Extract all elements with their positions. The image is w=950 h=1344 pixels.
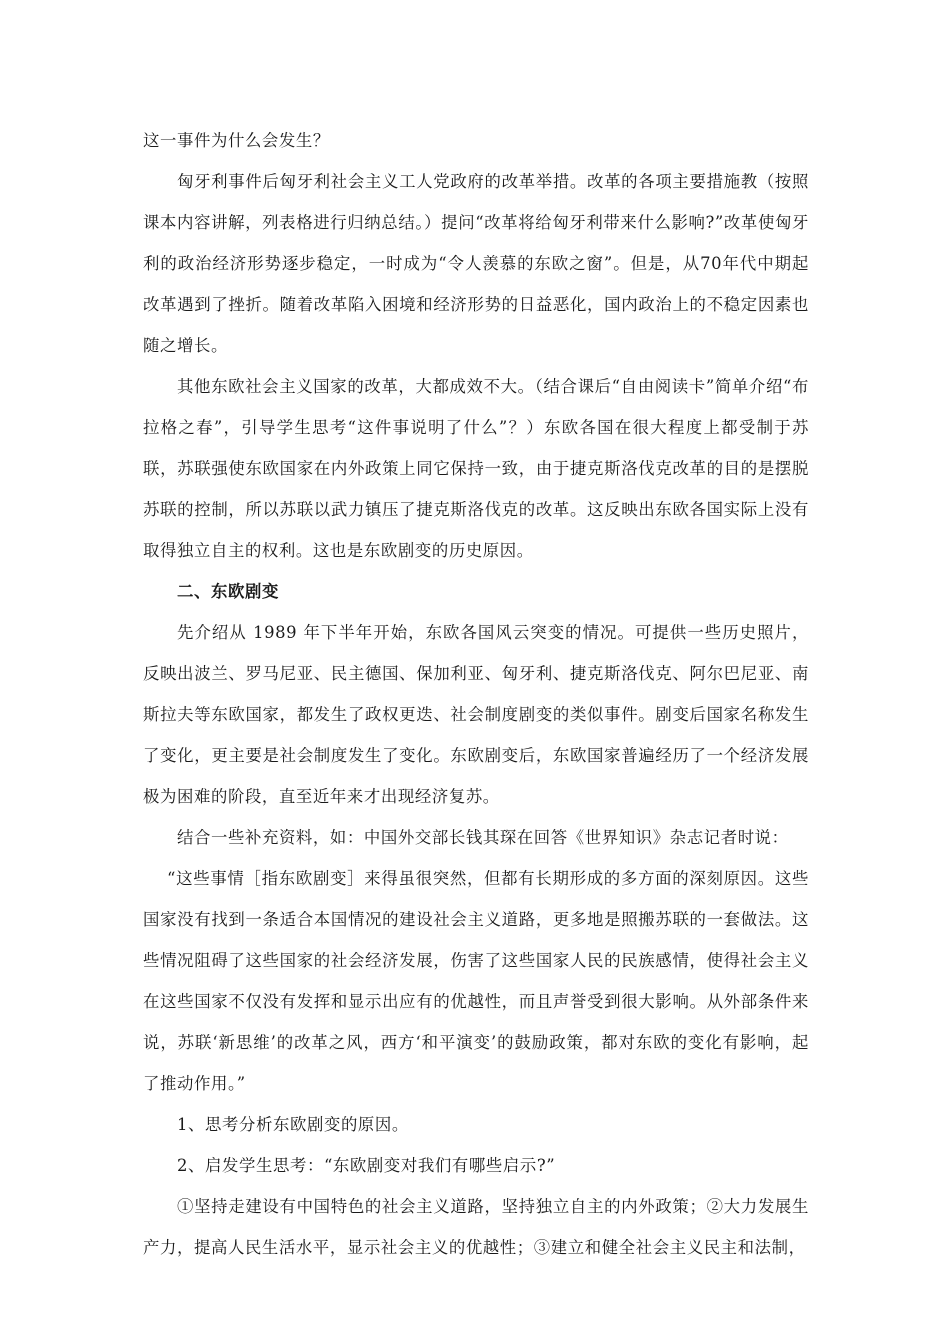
paragraph-lessons: ①坚持走建设有中国特色的社会主义道路，坚持独立自主的内外政策；②大力发展生产力，提高人民生活水平，显示社会主义的优越性；③建立和健全社会主义民主和法制， bbox=[143, 1197, 809, 1257]
paragraph-hungary-reform: 匈牙利事件后匈牙利社会主义工人党政府的改革举措。改革的各项主要措施教（按照课本内容讲解，列表格进行归纳总结。）提问“改革将给匈牙利带来什么影响?”改革使匈牙利的政治经济形势逐步稳定，一时成为“令人羡慕的东欧之窗”。但是，从70年代中期起改革遇到了挫折。随着改革陷入困境和经济形势的日益恶化，国内政治上的不稳定因素也随之增长。 bbox=[143, 172, 809, 355]
paragraph-supplementary: 结合一些补充资料，如：中国外交部长钱其琛在回答《世界知识》杂志记者时说： bbox=[177, 828, 789, 847]
paragraph-other-reforms: 其他东欧社会主义国家的改革，大都成效不大。（结合课后“自由阅读卡”简单介绍“布拉格之春”，引导学生思考“这件事说明了什么”？）东欧各国在很大程度上都受制于苏联，苏联强使东欧国家在内外政策上同它保持一致，由于捷克斯洛伐克改革的目的是摆脱苏联的控制，所以苏联以武力镇压了捷克斯洛伐克的改革。这反映出东欧各国实际上没有取得独立自主的权利。这也是东欧剧变的历史原因。 bbox=[143, 377, 809, 560]
section-heading: 二、东欧剧变 bbox=[177, 582, 279, 601]
paragraph-question: 这一事件为什么会发生？ bbox=[143, 131, 330, 150]
list-item-2: 2、启发学生思考：“东欧剧变对我们有哪些启示?” bbox=[177, 1156, 556, 1175]
list-item-1: 1、思考分析东欧剧变的原因。 bbox=[177, 1115, 409, 1134]
document-body bbox=[143, 120, 809, 1268]
quote-block: “这些事情［指东欧剧变］来得虽很突然，但都有长期形成的多方面的深刻原因。这些国家没有找到一条适合本国情况的建设社会主义道路，更多地是照搬苏联的一套做法。这些情况阻碍了这些国家的社会经济发展，伤害了这些国家人民的民族感情，使得社会主义在这些国家不仅没有发挥和显示出应有的优越性，而且声誉受到很大影响。从外部条件来说，苏联‘新思维’的改革之风，西方‘和平演变’的鼓励政策，都对东欧的变化有影响，起了推动作用。” bbox=[143, 869, 809, 1093]
paragraph-upheaval-intro: 先介绍从 1989 年下半年开始，东欧各国风云突变的情况。可提供一些历史照片，反映出波兰、罗马尼亚、民主德国、保加利亚、匈牙利、捷克斯洛伐克、阿尔巴尼亚、南斯拉夫等东欧国家，都发生了政权更迭、社会制度剧变的类似事件。剧变后国家名称发生了变化，更主要是社会制度发生了变化。东欧剧变后，东欧国家普遍经历了一个经济发展极为困难的阶段，直至近年来才出现经济复苏。 bbox=[143, 623, 809, 806]
